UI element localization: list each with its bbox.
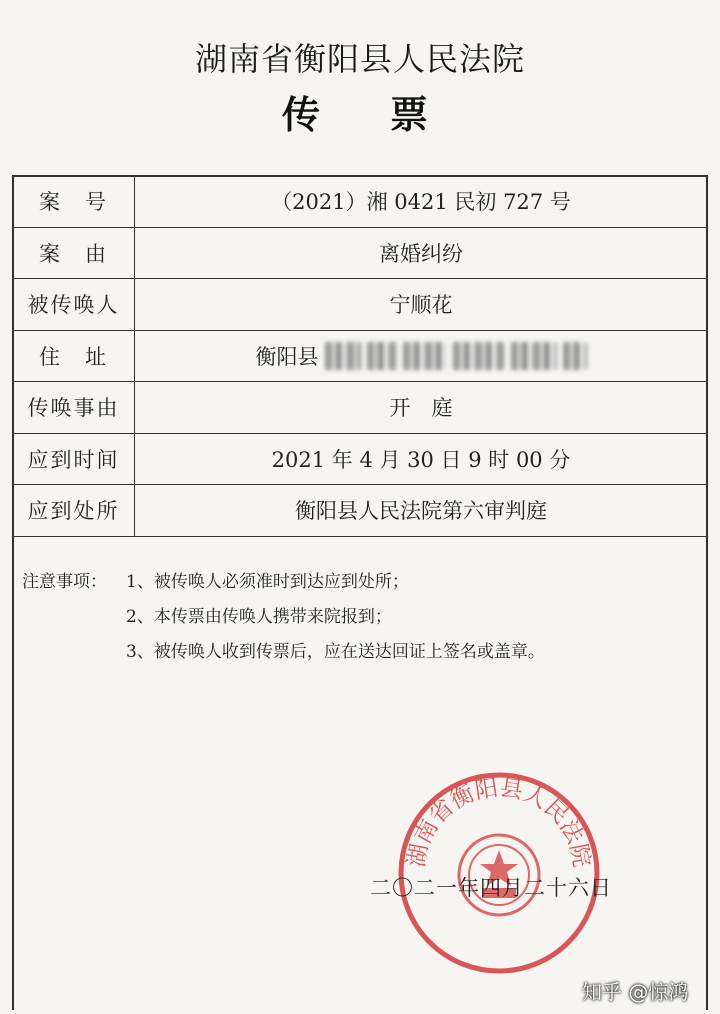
label-address: 住 址 xyxy=(13,330,135,382)
note-item xyxy=(22,600,545,635)
value-appearance-place: 衡阳县人民法院第六审判庭 xyxy=(135,485,708,537)
value-summoned-person: 宁顺花 xyxy=(135,279,708,331)
label-case-number: 案 号 xyxy=(13,176,135,228)
note-text: 1、被传唤人必须准时到达应到处所； xyxy=(126,572,409,592)
court-name: 湖南省衡阳县人民法院 xyxy=(194,40,525,78)
label-case-cause: 案 由 xyxy=(13,227,135,279)
row-case-cause xyxy=(13,227,708,279)
value-case-number: （2021）湘 0421 民初 727 号 xyxy=(135,176,708,228)
row-summons-reason xyxy=(13,382,708,434)
label-appearance-place: 应到处所 xyxy=(13,485,135,537)
redaction-block xyxy=(453,342,505,370)
row-address xyxy=(13,330,708,382)
document-title: 传票 xyxy=(281,92,498,137)
address-text: 衡阳县 xyxy=(255,344,319,369)
value-appearance-time: 2021 年 4 月 30 日 9 时 00 分 xyxy=(135,433,708,485)
notes-section xyxy=(22,565,545,670)
watermark: 知乎 @惊鸿 xyxy=(582,980,689,1004)
row-appearance-place xyxy=(13,485,708,537)
notes-heading: 注意事项： xyxy=(22,572,107,592)
value-address xyxy=(135,330,708,382)
redaction-block xyxy=(403,342,447,370)
value-case-cause: 离婚纠纷 xyxy=(135,227,708,279)
row-summoned-person xyxy=(13,279,708,331)
note-item xyxy=(22,635,545,670)
seal-text: 湖南省衡阳县人民法院 xyxy=(403,775,595,870)
label-summons-reason: 传唤事由 xyxy=(13,382,135,434)
redaction-block xyxy=(563,342,587,370)
redaction-block xyxy=(325,342,361,370)
redaction-block xyxy=(511,342,557,370)
redaction-block xyxy=(367,342,397,370)
label-summoned-person: 被传唤人 xyxy=(13,279,135,331)
row-appearance-time xyxy=(13,433,708,485)
value-summons-reason: 开 庭 xyxy=(135,382,708,434)
note-text: 3、被传唤人收到传票后，应在送达回证上签名或盖章。 xyxy=(126,642,545,662)
row-case-number xyxy=(13,176,708,228)
note-item xyxy=(22,565,545,600)
label-appearance-time: 应到时间 xyxy=(13,433,135,485)
summons-table xyxy=(12,175,708,537)
note-text: 2、本传票由传唤人携带来院报到； xyxy=(126,607,392,627)
issue-date: 二〇二一年四月二十六日 xyxy=(370,876,612,900)
